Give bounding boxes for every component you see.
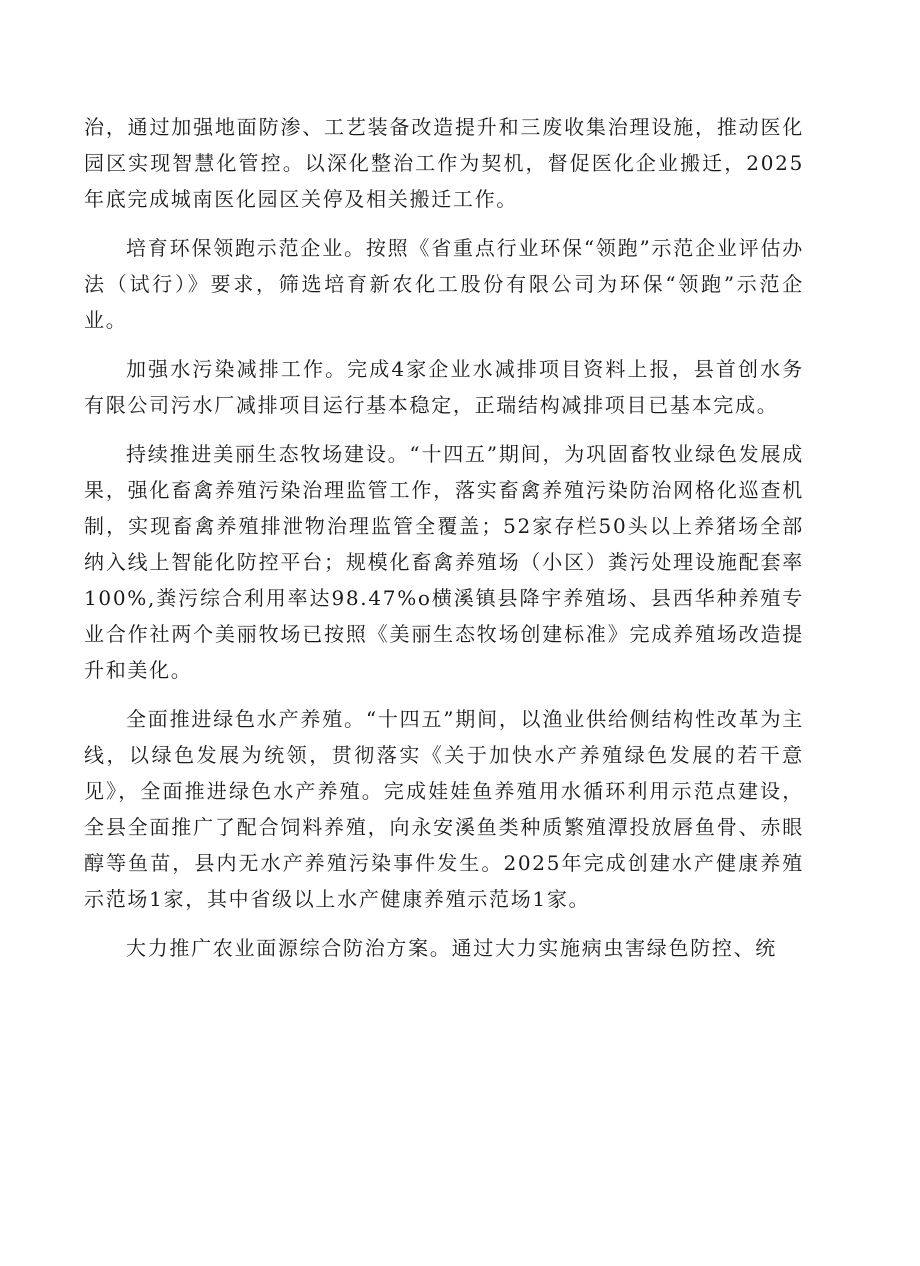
document-body xyxy=(84,109,804,966)
paragraph-green-aquaculture: 全面推进绿色水产养殖。“十四五”期间，以渔业供给侧结构性改革为主线，以绿色发展为统领，贯彻落实《关于加快水产养殖绿色发展的若干意见》，全面推进绿色水产养殖。完成娃娃鱼养殖用水循环利用示范点建设，全县全面推广了配合饲料养殖，向永安溪鱼类种质繁殖潭投放唇鱼骨、赤眼醇等鱼苗，县内无水产养殖污染事件发生。2025年完成创建水产健康养殖示范场1家，其中省级以上水产健康养殖示范场1家。 xyxy=(84,707,804,911)
paragraph-continuation: 治，通过加强地面防渗、工艺装备改造提升和三废收集治理设施，推动医化园区实现智慧化管控。以深化整治工作为契机，督促医化企业搬迁，2025年底完成城南医化园区关停及相关搬迁工作。 xyxy=(84,115,804,211)
paragraph-water-pollution: 加强水污染减排工作。完成4家企业水减排项目资料上报，县首创水务有限公司污水厂减排项目运行基本稳定，正瑞结构减排项目已基本完成。 xyxy=(84,357,804,417)
paragraph-environmental-leader: 培育环保领跑示范企业。按照《省重点行业环保“领跑”示范企业评估办法（试行）》要求，筛选培育新农化工股份有限公司为环保“领跑”示范企业。 xyxy=(84,236,804,332)
paragraph-agricultural-nonpoint: 大力推广农业面源综合防治方案。通过大力实施病虫害绿色防控、统 xyxy=(126,936,777,960)
paragraph-ecological-ranch: 持续推进美丽生态牧场建设。“十四五”期间，为巩固畜牧业绿色发展成果，强化畜禽养殖污染治理监管工作，落实畜禽养殖污染防治网格化巡查机制，实现畜禽养殖排泄物治理监管全覆盖；52家存栏50头以上养猪场全部纳入线上智能化防控平台；规模化畜禽养殖场（小区）粪污处理设施配套率100%,粪污综合利用率达98.47%o横溪镇县降宇养殖场、县西华种养殖专业合作社两个美丽牧场已按照《美丽生态牧场创建标准》完成养殖场改造提升和美化。 xyxy=(84,442,804,682)
